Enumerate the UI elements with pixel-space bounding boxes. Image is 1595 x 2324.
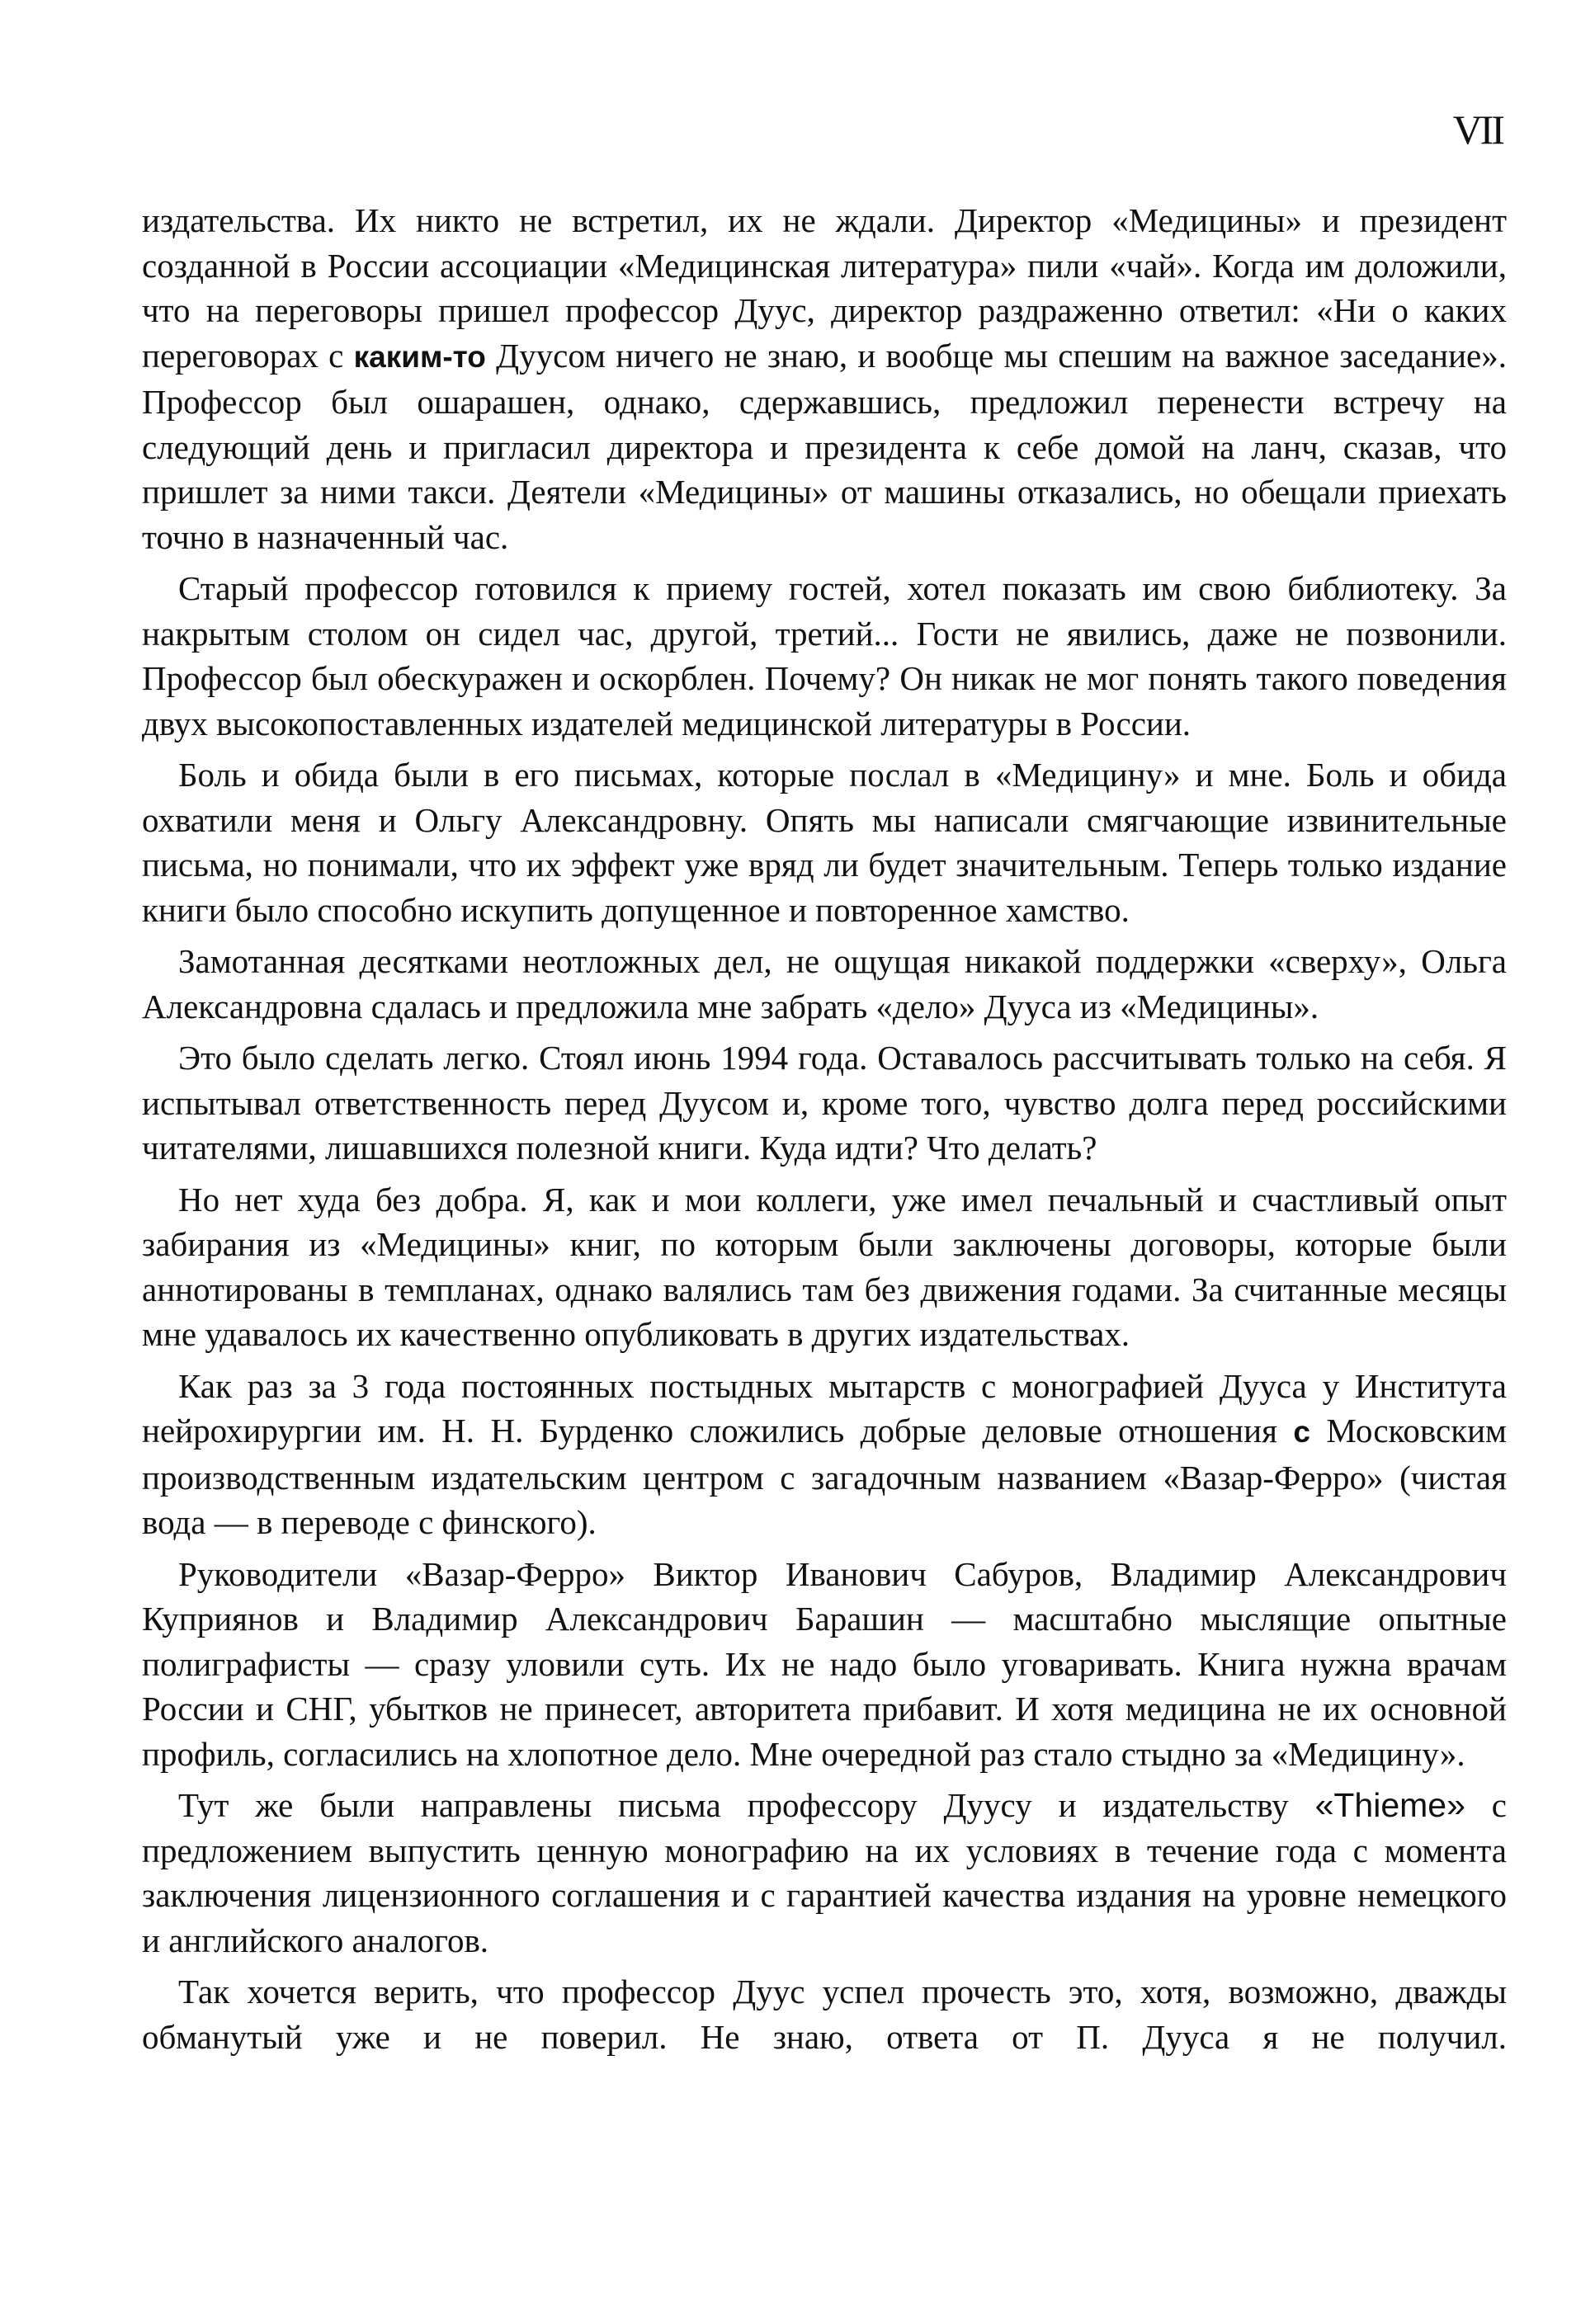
- page-number: VII: [1452, 106, 1503, 153]
- paragraph-10: Так хочется верить, что профессор Дуус успел прочесть это, хотя, возможно, дважды обманутый уже и не поверил. Не знаю, ответа от П. Дууса я не получил.: [142, 1973, 1507, 2056]
- paragraph-9-text-end: с предложением выпустить ценную монографию на их условиях в течение года с момента заключения лицензионного соглашения и с гарантией качества издания на уровне немецкого и английского аналогов.: [142, 1786, 1507, 1959]
- paragraph-7-text-start: Как раз за 3 года постоянных постыдных мытарств с монографией Дууса у Института нейрохирургии им. Н. Н. Бурденко сложились добрые деловые отношения: [142, 1366, 1507, 1450]
- paragraph-7-text-end: Московским производственным издательским центром с загадочным названием «Вазар-Ферро» (чистая вода — в переводе с финского).: [142, 1412, 1508, 1541]
- text-body: [142, 198, 1507, 2066]
- paragraph-1-text-end: Дуусом ничего не знаю, и вообще мы спешим на важное заседание». Профессор был ошарашен, однако, сдержавшись, предложил перенести встречу на следующий день и пригласил директора и президента к себе домой на ланч, сказав, что пришлет за ними такси. Деятели «Медицины» от машины отказались, но обещали приехать точно в назначенный час.: [142, 336, 1507, 556]
- paragraph-7: [142, 1364, 1507, 1545]
- paragraph-3: Боль и обида были в его письмах, которые послал в «Медицину» и мне. Боль и обида охватили меня и Ольгу Александровну. Опять мы написали смягчающие извинительные письма, но понимали, что их эффект уже вряд ли будет значительным. Теперь только издание книги было способно искупить допущенное и повторенное хамство.: [142, 756, 1507, 929]
- paragraph-9-text-start: Тут же были направлены письма профессору Дуусу и издательству: [178, 1786, 1315, 1824]
- paragraph-1-emphasis: каким-то: [353, 339, 486, 374]
- paragraph-7-emphasis: с: [1293, 1415, 1310, 1449]
- paragraph-6: Но нет худа без добра. Я, как и мои коллеги, уже имел печальный и счастливый опыт забирания из «Медицины» книг, по которым были заключены договоры, которые были аннотированы в темпланах, однако валялись там без движения годами. За считанные месяцы мне удавалось их качественно опубликовать в других издательствах.: [142, 1180, 1507, 1353]
- paragraph-5: Это было сделать легко. Стоял июнь 1994 года. Оставалось рассчитывать только на себя. Я испытывал ответственность перед Дуусом и, кроме того, чувство долга перед российскими читателями, лишавшихся полезной книги. Куда идти? Что делать?: [142, 1039, 1507, 1167]
- paragraph-9: [142, 1783, 1507, 1963]
- paragraph-2: Старый профессор готовился к приему гостей, хотел показать им свою библиотеку. За накрытым столом он сидел час, другой, третий... Гости не явились, даже не позвонили. Профессор был обескуражен и оскорблен. Почему? Он никак не мог понять такого поведения двух высокопоставленных издателей медицинской литературы в России.: [142, 569, 1507, 742]
- paragraph-4: Замотанная десятками неотложных дел, не ощущая никакой поддержки «сверху», Ольга Александровна сдалась и предложила мне забрать «дело» Дууса из «Медицины».: [142, 942, 1507, 1025]
- paragraph-1-text-start: издательства. Их никто не встретил, их не ждали. Директор «Медицины» и президент созданной в России ассоциации «Медицинская литература» пили «чай». Когда им доложили, что на переговоры пришел профессор Дуус, директор раздраженно ответил: «Ни о каких переговорах с: [142, 201, 1507, 375]
- paragraph-9-emphasis: «Thieme»: [1314, 1786, 1465, 1824]
- paragraph-8: Руководители «Вазар-Ферро» Виктор Иванович Сабуров, Владимир Александрович Куприянов и Владимир Александрович Барашин — масштабно мыслящие опытные полиграфисты — сразу уловили суть. Их не надо было уговаривать. Книга нужна врачам России и СНГ, убытков не принесет, авторитета прибавит. И хотя медицина не их основной профиль, согласились на хлопотное дело. Мне очередной раз стало стыдно за «Медицину».: [142, 1554, 1507, 1773]
- paragraph-1: [142, 198, 1507, 559]
